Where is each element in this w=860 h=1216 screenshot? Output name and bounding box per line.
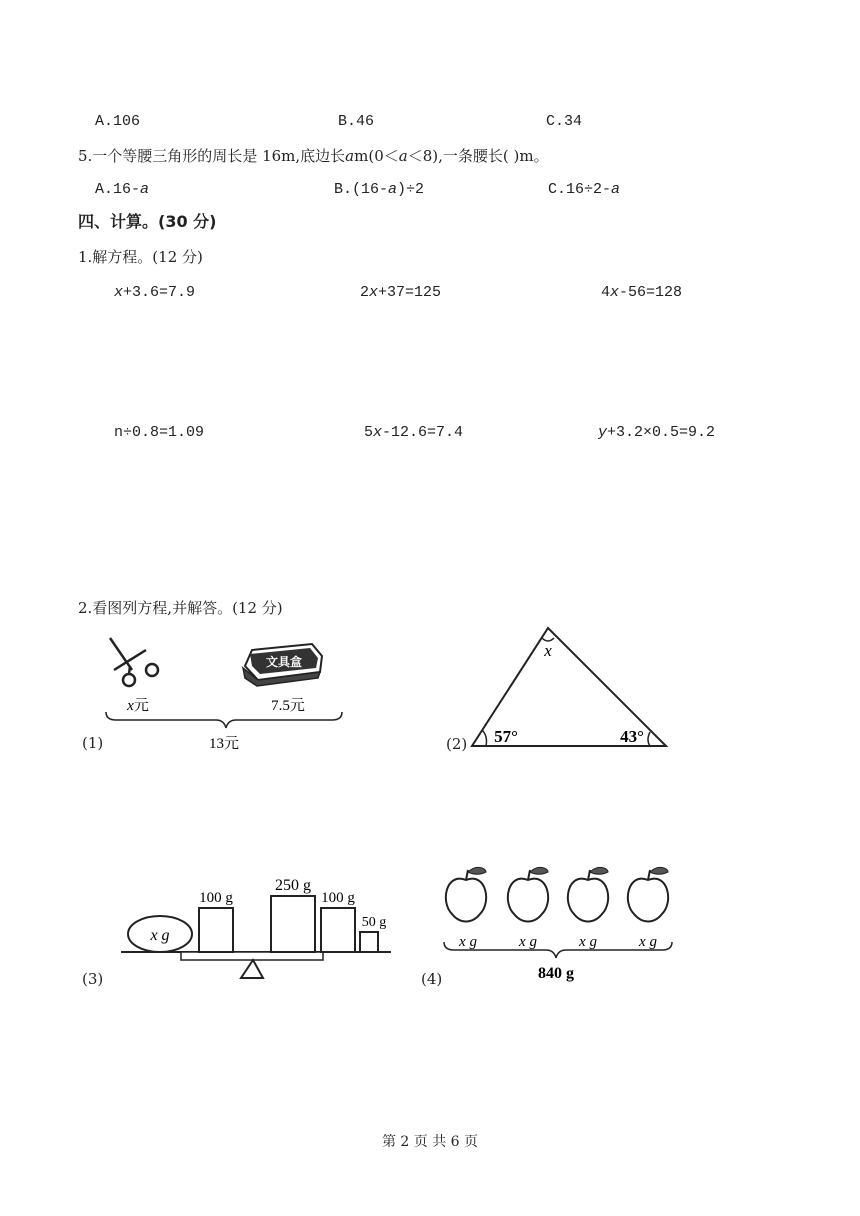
angle-x: x (544, 641, 552, 660)
figure-4-apples (436, 862, 681, 987)
scissors-icon (110, 638, 158, 686)
figure-1-label: (1) (82, 734, 104, 752)
pencil-box-icon (243, 644, 322, 686)
equation-5: 5x-12.6=7.4 (364, 424, 464, 441)
figure-3-label: (3) (82, 970, 104, 988)
figure-1 (100, 628, 360, 753)
q5-option-a: A.16-a (95, 181, 150, 198)
equation-6: y+3.2×0.5=9.2 (598, 424, 716, 441)
apple-weight-1: x g (459, 934, 477, 950)
figure-2-label: (2) (446, 735, 468, 753)
q5-stem: 5.一个等腰三角形的周长是 16m,底边长am(0＜a＜8),一条腰长( )m。 (78, 147, 549, 165)
figure-2-triangle (460, 620, 680, 755)
apple-weight-2: x g (519, 934, 537, 950)
q4-option-c: C.34 (546, 113, 583, 130)
weight-50: 50 g (361, 915, 387, 930)
q5-option-b: B.(16-a)÷2 (334, 181, 425, 198)
apple-weight-3: x g (579, 934, 597, 950)
pencil-box-price: 7.5元 (271, 698, 305, 714)
apple-icon (568, 867, 608, 921)
section-title: 四、计算。(30 分) (78, 212, 217, 231)
weight-250: 250 g (275, 877, 311, 894)
apple-weight-4: x g (639, 934, 657, 950)
total-price: 13元 (208, 736, 240, 752)
equation-2: 2x+37=125 (360, 284, 442, 301)
figure-3-balance (115, 868, 395, 984)
q5-option-c: C.16÷2-a (548, 181, 621, 198)
ellipse-label: x g (150, 927, 170, 944)
part1-title: 1.解方程。(12 分) (78, 248, 203, 266)
angle-57: 57° (494, 727, 518, 746)
apple-icon (508, 867, 548, 921)
figure-4-label: (4) (421, 970, 443, 988)
equation-4: n÷0.8=1.09 (114, 424, 205, 441)
q4-option-a: A.106 (95, 113, 141, 130)
angle-43: 43° (620, 727, 644, 746)
weight-100-a: 100 g (199, 890, 233, 906)
weight-100-b: 100 g (321, 890, 355, 906)
equation-3: 4x-56=128 (601, 284, 683, 301)
part2-title: 2.看图列方程,并解答。(12 分) (78, 599, 283, 617)
q4-option-b: B.46 (338, 113, 375, 130)
pencil-box-text: 文具盒 (265, 655, 303, 669)
page-footer: 第 2 页 共 6 页 (381, 1134, 479, 1150)
apples-total: 840 g (538, 965, 574, 982)
equation-1: x+3.6=7.9 (114, 284, 196, 301)
apple-icon (446, 867, 486, 921)
apple-icon (628, 867, 668, 921)
scissors-price: x元 (127, 698, 149, 714)
